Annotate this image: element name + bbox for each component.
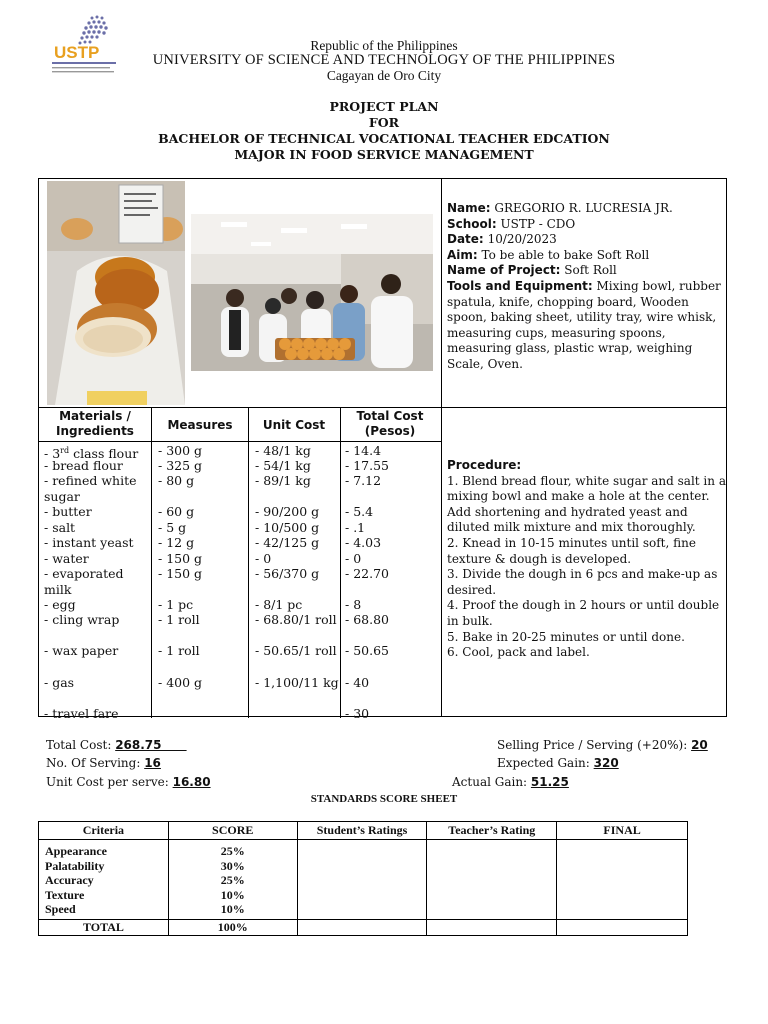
project-plan-box <box>38 178 727 721</box>
total-cost-cell: - 8 <box>345 597 362 612</box>
name-value: GREGORIO R. LUCRESIA JR. <box>494 201 673 215</box>
unit-cost-cell: - 1,100/11 kg <box>255 675 339 690</box>
material-cell: - egg <box>44 597 76 612</box>
unit-cost-cell: - 8/1 pc <box>255 597 303 612</box>
measure-cell: - 150 g <box>158 566 203 581</box>
total-cost-cell: - 4.03 <box>345 535 382 550</box>
project-value: Soft Roll <box>564 263 617 278</box>
procedure-step: 3. Divide the dough in 6 pcs and make-up as desired. <box>447 567 718 597</box>
title-for: FOR <box>368 115 400 130</box>
procedure-step: Add shortening and hydrated yeast and diluted milk mixture and mix thoroughly. <box>447 504 696 535</box>
measure-cell: - 80 g <box>158 473 195 488</box>
measure-cell: - 1 roll <box>158 643 200 658</box>
aim-value: To be able to bake Soft Roll <box>481 247 650 262</box>
aim-label: Aim: <box>447 247 478 262</box>
total-label: TOTAL <box>39 920 169 936</box>
teacher-rating-cell[interactable] <box>427 840 557 920</box>
material-cell: - cling wrap <box>44 612 120 627</box>
material-cell: - water <box>44 551 89 566</box>
actual-gain-line: Actual Gain: 51.25 <box>452 775 569 789</box>
procedure-step: 5. Bake in 20-25 minutes or until done. <box>447 629 685 644</box>
measure-cell: - 325 g <box>158 458 203 473</box>
total-final-cell[interactable] <box>557 920 688 936</box>
unit-cost-cell: - 50.65/1 roll <box>255 643 337 658</box>
unit-cost-cell: - 90/200 g <box>255 504 320 519</box>
unit-cost-cell: - 54/1 kg <box>255 458 311 473</box>
material-cell: - butter <box>44 504 92 519</box>
total-cost-cell: - .1 <box>345 520 366 535</box>
measure-cell: - 1 pc <box>158 597 194 612</box>
group-photo <box>191 214 433 371</box>
total-cost-cell: - 14.4 <box>345 443 382 458</box>
score-list: 25% 30% 25% 10% 10% <box>168 840 297 920</box>
procedure-step: 2. Knead in 10-15 minutes until soft, fine texture & dough is developed. <box>447 535 696 566</box>
procedure-section <box>447 458 727 661</box>
svg-text:USTP: USTP <box>54 43 100 62</box>
materials-header: Materials / Ingredients <box>56 409 134 438</box>
major-title: MAJOR IN FOOD SERVICE MANAGEMENT <box>234 147 534 162</box>
unit-cost-cell: - 48/1 kg <box>255 443 311 458</box>
material-cell: - wax paper <box>44 643 119 658</box>
tools-label: Tools and Equipment: <box>447 278 593 293</box>
total-teacher-cell[interactable] <box>427 920 557 936</box>
material-cell: - salt <box>44 520 76 535</box>
expected-gain-line: Expected Gain: 320 <box>497 756 619 770</box>
procedure-step: 6. Cool, pack and label. <box>447 645 590 660</box>
unit-cost-cell: - 68.80/1 roll <box>255 612 337 627</box>
total-cost-cell: - 30 <box>345 706 370 721</box>
project-label: Name of Project: <box>447 263 561 278</box>
school-value: USTP - CDO <box>500 216 576 231</box>
material-cell: - 3rd class flour <box>44 446 139 462</box>
material-cell: - refined white sugar <box>44 473 137 504</box>
unit-cost-cell: - 89/1 kg <box>255 473 311 488</box>
measure-cell: - 1 roll <box>158 612 200 627</box>
servings-line: No. Of Serving: 16 <box>46 756 161 770</box>
university-name: UNIVERSITY OF SCIENCE AND TECHNOLOGY OF THE PHILIPPINES <box>152 52 616 68</box>
unit-cost-cell: - 56/370 g <box>255 566 320 581</box>
measure-cell: - 300 g <box>158 443 203 458</box>
measure-cell: - 400 g <box>158 675 203 690</box>
measure-cell: - 5 g <box>158 520 187 535</box>
total-score: 100% <box>168 920 297 936</box>
student-rating-cell[interactable] <box>297 840 427 920</box>
project-info <box>447 201 727 373</box>
material-cell: - evaporated milk <box>44 566 124 597</box>
criteria-list: Appearance Palatability Accuracy Texture Speed <box>39 840 169 920</box>
score-header: SCORE <box>168 822 297 840</box>
measures-header: Measures <box>167 418 233 432</box>
final-cell[interactable] <box>557 840 688 920</box>
unit-cost-cell: - 0 <box>255 551 272 566</box>
total-cost-header: Total Cost (Pesos) <box>356 409 424 438</box>
city-text: Cagayan de Oro City <box>326 68 442 83</box>
unit-cost-line: Unit Cost per serve: 16.80 <box>46 775 211 789</box>
score-sheet-table <box>38 821 688 936</box>
unit-cost-cell: - 42/125 g <box>255 535 320 550</box>
measure-cell: - 60 g <box>158 504 195 519</box>
procedure-title: Procedure: <box>447 458 522 472</box>
student-rating-header: Student’s Ratings <box>297 822 427 840</box>
procedure-step: 4. Proof the dough in 2 hours or until double in bulk. <box>447 598 720 628</box>
material-cell: - bread flour <box>44 458 123 473</box>
date-value: 10/20/2023 <box>487 232 557 247</box>
date-label: Date: <box>447 232 484 247</box>
total-cost-cell: - 7.12 <box>345 473 382 488</box>
expected-gain-value: 320 <box>593 756 619 770</box>
school-label: School: <box>447 216 497 231</box>
measure-cell: - 150 g <box>158 551 203 566</box>
material-cell: - gas <box>44 675 75 690</box>
selling-price-value: 20 <box>691 738 708 752</box>
servings-value: 16 <box>144 756 161 770</box>
final-header: FINAL <box>557 822 688 840</box>
total-cost-cell: - 5.4 <box>345 504 374 519</box>
republic-text: Republic of the Philippines <box>310 38 458 53</box>
total-student-cell[interactable] <box>297 920 427 936</box>
actual-gain-value: 51.25 <box>530 775 569 789</box>
tools-value: Mixing bowl, rubber spatula, knife, chopping board, Wooden spoon, baking sheet, utility tray, wire whisk, measuring cups, measuring spoons, measuring glass, plastic wrap, weighing Scale, Oven. <box>447 278 721 371</box>
page-title: PROJECT PLAN <box>329 99 439 114</box>
total-cost-line: Total Cost: 268.75 <box>46 738 162 752</box>
total-cost-cell: - 68.80 <box>345 612 389 627</box>
score-sheet-title: STANDARDS SCORE SHEET <box>310 793 458 805</box>
material-cell: - travel fare <box>44 706 119 721</box>
criteria-header: Criteria <box>39 822 169 840</box>
unit-cost-cell: - 10/500 g <box>255 520 320 535</box>
program-title: BACHELOR OF TECHNICAL VOCATIONAL TEACHER EDCATION <box>158 131 610 146</box>
total-cost-cell: - 22.70 <box>345 566 389 581</box>
total-cost-value: 268.75 <box>115 738 162 752</box>
bread-rolls-photo <box>47 181 185 405</box>
measure-cell: - 12 g <box>158 535 195 550</box>
total-cost-cell: - 50.65 <box>345 643 389 658</box>
material-cell: - instant yeast <box>44 535 134 550</box>
procedure-step: 1. Blend bread flour, white sugar and salt in a mixing bowl and make a hole at the center. <box>447 473 726 504</box>
unit-cost-value: 16.80 <box>172 775 211 789</box>
teacher-rating-header: Teacher’s Rating <box>427 822 557 840</box>
total-cost-cell: - 0 <box>345 551 362 566</box>
unit-cost-header: Unit Cost <box>262 418 326 432</box>
total-cost-cell: - 17.55 <box>345 458 389 473</box>
name-label: Name: <box>447 201 491 215</box>
selling-price-line: Selling Price / Serving (+20%): 20 <box>497 738 708 752</box>
total-cost-cell: - 40 <box>345 675 370 690</box>
